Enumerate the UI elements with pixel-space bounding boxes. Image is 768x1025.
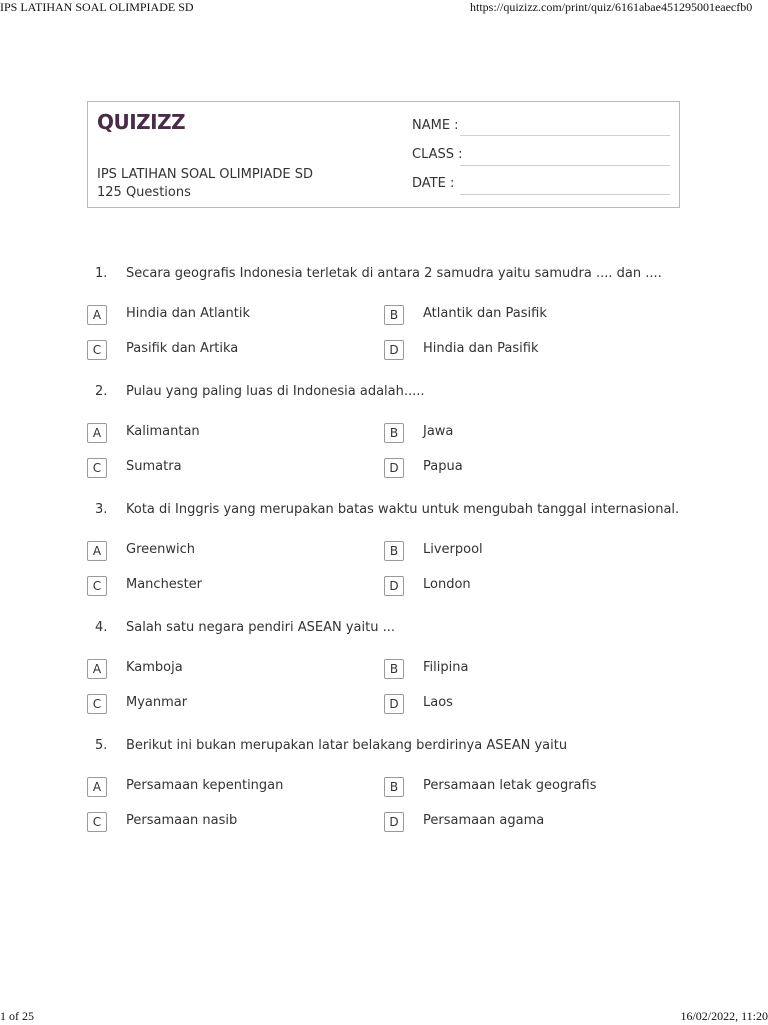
page-title: IPS LATIHAN SOAL OLIMPIADE SD [0,0,194,14]
class-field-line [460,165,670,166]
quiz-title: IPS LATIHAN SOAL OLIMPIADE SD [97,167,314,182]
question-text: Salah satu negara pendiri ASEAN yaitu ... [126,620,395,635]
option-text: Laos [423,695,453,710]
option-text: Liverpool [423,542,483,557]
option-letter-box: C [87,812,107,832]
option-letter-box: D [384,576,404,596]
option-letter-box: C [87,458,107,478]
option-text: Persamaan letak geografis [423,778,597,793]
option-letter-box: D [384,340,404,360]
question-text: Pulau yang paling luas di Indonesia adalah..... [126,384,425,399]
question-number: 2. [95,384,108,399]
option-letter-box: C [87,340,107,360]
name-field-line [460,135,670,136]
option-text: Filipina [423,660,469,675]
option-letter-box: A [87,777,107,797]
option-text: Pasifik dan Artika [126,341,239,356]
question-number: 1. [95,266,108,281]
page-url: https://quizizz.com/print/quiz/6161abae451295001eaecfb0 [470,0,753,14]
option-text: Hindia dan Atlantik [126,306,250,321]
question-text: Berikut ini bukan merupakan latar belakang berdirinya ASEAN yaitu [126,738,568,753]
option-letter-box: B [384,541,404,561]
option-letter-box: B [384,423,404,443]
print-datetime: 16/02/2022, 11:20 [680,1009,768,1023]
question-number: 5. [95,738,108,753]
option-letter-box: A [87,659,107,679]
question-number: 4. [95,620,108,635]
quizizz-logo: QUIZIZZ [97,110,186,134]
question-number: 3. [95,502,108,517]
class-label: CLASS : [412,147,463,162]
option-letter-box: D [384,458,404,478]
page-indicator: 1 of 25 [0,1009,34,1023]
name-label: NAME : [412,118,459,133]
option-letter-box: B [384,777,404,797]
option-text: Jawa [423,424,454,439]
print-header [0,0,768,16]
option-letter-box: A [87,541,107,561]
date-field-line [460,194,670,195]
question-text: Kota di Inggris yang merupakan batas waktu untuk mengubah tanggal internasional. [126,502,680,517]
option-text: Kamboja [126,660,183,675]
option-text: London [423,577,471,592]
option-letter-box: C [87,576,107,596]
option-letter-box: A [87,305,107,325]
option-text: Hindia dan Pasifik [423,341,539,356]
option-text: Myanmar [126,695,188,710]
option-letter-box: D [384,812,404,832]
option-text: Greenwich [126,542,195,557]
option-text: Manchester [126,577,203,592]
option-text: Persamaan nasib [126,813,238,828]
option-text: Kalimantan [126,424,200,439]
option-letter-box: C [87,694,107,714]
option-text: Persamaan agama [423,813,545,828]
option-letter-box: B [384,305,404,325]
option-text: Papua [423,459,463,474]
date-label: DATE : [412,176,455,191]
option-text: Persamaan kepentingan [126,778,284,793]
option-text: Sumatra [126,459,182,474]
option-text: Atlantik dan Pasifik [423,306,547,321]
question-count: 125 Questions [97,185,191,200]
option-letter-box: B [384,659,404,679]
option-letter-box: A [87,423,107,443]
print-footer [0,1009,768,1025]
option-letter-box: D [384,694,404,714]
question-text: Secara geografis Indonesia terletak di antara 2 samudra yaitu samudra .... dan .... [126,266,662,281]
